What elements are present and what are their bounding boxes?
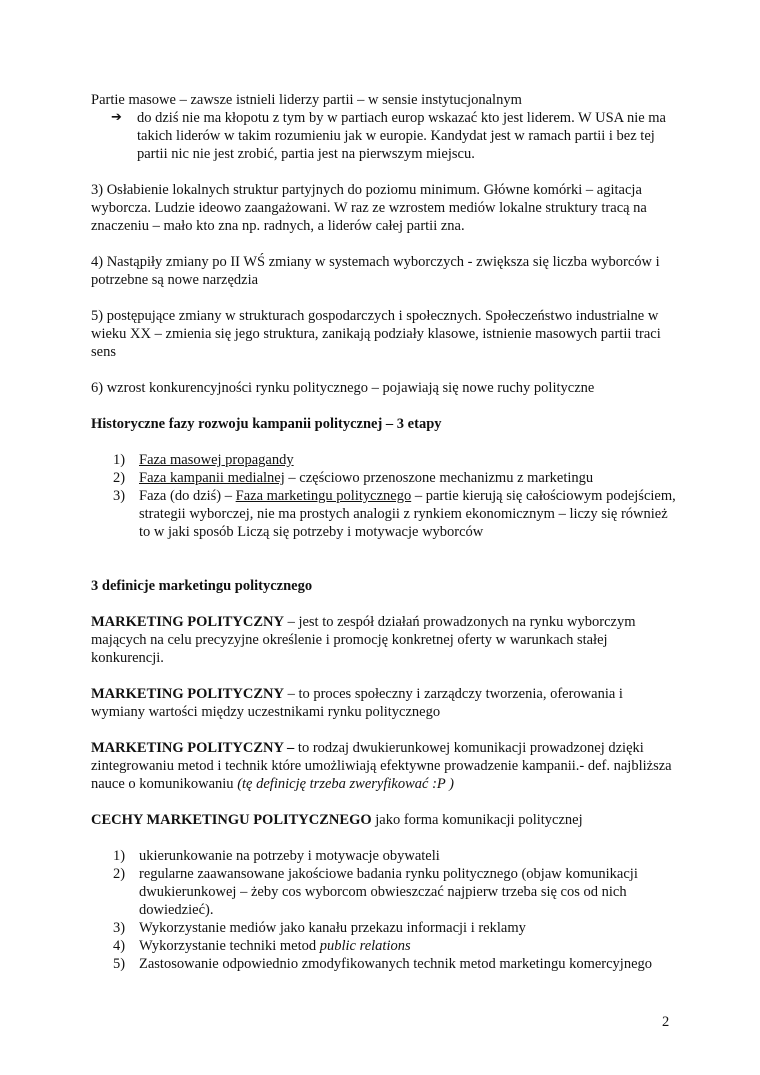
heading-cechy: CECHY MARKETINGU POLITYCZNEGO jako forma komunikacji politycznej: [91, 812, 583, 828]
list-item: 1) Faza masowej propagandy: [113, 452, 294, 468]
fazy-list: [91, 451, 676, 541]
list-item: 4) Wykorzystanie techniki metod public relations: [113, 938, 411, 954]
definition-2: MARKETING POLITYCZNY – to proces społeczny i zarządczy tworzenia, oferowania i wymiany wartości między uczestnikami rynku politycznego: [91, 686, 623, 720]
arrow-bullet: [111, 109, 676, 163]
page-number: 2: [662, 1014, 670, 1030]
list-item: 3) Wykorzystanie mediów jako kanału przekazu informacji i reklamy: [113, 920, 526, 936]
arrow-bullet-text: do dziś nie ma kłopotu z tym by w partiach europ wskazać kto jest liderem. W USA nie ma takich liderów w takim rozumieniu jak w europie. Kandydat jest w ramach partii i bez tej partii nic nie jest zrobić, partia jest na pierwszym miejscu.: [137, 110, 666, 162]
paragraph-5: 5) postępujące zmiany w strukturach gospodarczych i społecznych. Społeczeństwo industrialne w wieku XX – zmienia się jego struktura, zanikają podziały klasowe, istnienie masowych partii traci sens: [91, 308, 661, 360]
list-item: 5) Zastosowanie odpowiednio zmodyfikowanych technik metod marketingu komercyjnego: [113, 956, 653, 972]
paragraph-6: 6) wzrost konkurencyjności rynku politycznego – pojawiają się nowe ruchy polityczne: [91, 380, 595, 396]
cechy-list: [91, 847, 676, 973]
paragraph-4: 4) Nastąpiły zmiany po II WŚ zmiany w systemach wyborczych - zwiększa się liczba wyborców i potrzebne są nowe narzędzia: [91, 254, 660, 288]
paragraph-partie-masowe: Partie masowe – zawsze istnieli liderzy partii – w sensie instytucjonalnym: [91, 92, 522, 108]
right-arrow-icon: ➔: [111, 110, 122, 125]
heading-fazy: Historyczne fazy rozwoju kampanii politycznej – 3 etapy: [91, 416, 442, 432]
definition-3: MARKETING POLITYCZNY – to rodzaj dwukierunkowej komunikacji prowadzonej dzięki zintegrowaniu metod i technik które umożliwiają efektywne prowadzenie kampanii.- def. najbliższa nauce o komunikowaniu (tę definicję trzeba zweryfikować :P ): [91, 740, 672, 792]
list-item: 3) Faza (do dziś) – Faza marketingu politycznego – partie kierują się całościowym podejściem, strategii wyborczej, nie ma prostych analogii z rynkiem ekonomicznym – liczy się również to w jaki sposób Liczą się potrzeby i motywacje wyborców: [113, 488, 676, 540]
list-item: 2) regularne zaawansowane jakościowe badania rynku politycznego (objaw komunikacji dwukierunkowej – żeby cos wyborcom obwieszczać najpierw trzeba się cos od nich dowiedzieć).: [113, 866, 638, 918]
list-item: 1) ukierunkowanie na potrzeby i motywacje obywateli: [113, 848, 440, 864]
paragraph-3: 3) Osłabienie lokalnych struktur partyjnych do poziomu minimum. Główne komórki – agitacja wyborcza. Ludzie ideowo zaangażowani. W raz ze wzrostem mediów lokalne struktury tracą na znaczeniu – mało kto zna np. radnych, a liderów całej partii zna.: [91, 182, 647, 234]
list-item: 2) Faza kampanii medialnej – częściowo przenoszone mechanizmu z marketingu: [113, 470, 594, 486]
definition-1: MARKETING POLITYCZNY – jest to zespół działań prowadzonych na rynku wyborczym mających na celu precyzyjne określenie i promocję konkretnej oferty w warunkach stałej konkurencji.: [91, 614, 636, 666]
document-page: [91, 91, 676, 973]
heading-definicje: 3 definicje marketingu politycznego: [91, 578, 313, 594]
